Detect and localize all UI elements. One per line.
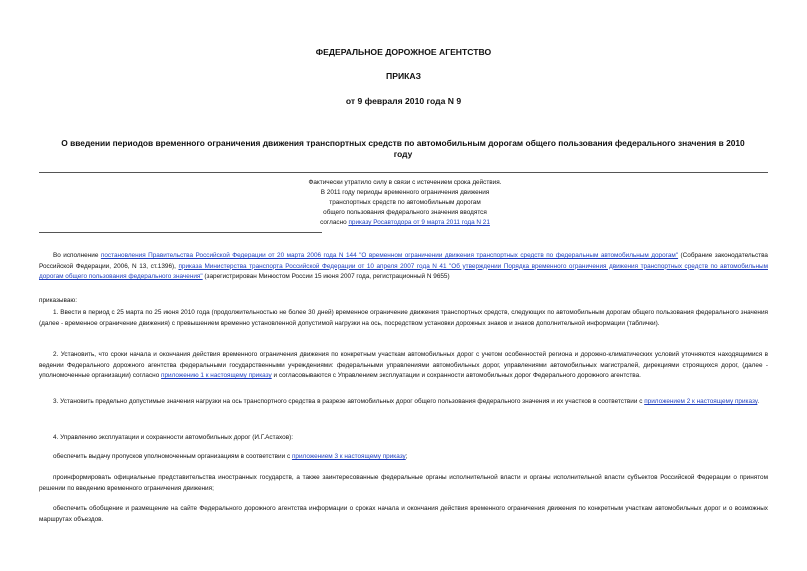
item-4-subitem	[39, 452, 768, 463]
status-note-prefix: согласно	[320, 219, 349, 226]
preamble-text: Во исполнение	[53, 252, 101, 259]
item-2-text: 2. Установить, что сроки начала и окончания действия временного ограничения движения по конкретным участкам автомобильных дорог с учетом особенностей региона и дорожно-климатических условий уточняются находящимися в ведении Федерального дорожного агентства федеральными государственными учреждениями: федеральными управлениями автомобильных дорог, управлениями автомобильных магистралей, дирекциями строящихся дорог, (далее - уполномоченные организации) согласно	[39, 351, 768, 379]
status-note-line: Фактически утратило силу в связи с истечением срока действия.	[308, 179, 502, 186]
item-3	[39, 397, 768, 408]
status-note-link[interactable]: приказу Росавтодора от 9 марта 2011 года N 21	[348, 219, 490, 226]
status-note-line: транспортных средств по автомобильным дорогам	[329, 199, 481, 206]
government-decree-link[interactable]: постановления Правительства Российской Федерации от 20 марта 2006 года N 144 "О временном ограничении движения транспортных средств по федеральным автомобильным дорогам"	[100, 252, 679, 259]
status-note	[260, 178, 550, 228]
order-word: приказываю:	[39, 297, 77, 304]
document-type: ПРИКАЗ	[386, 71, 421, 81]
item-3-text-end: .	[757, 398, 760, 405]
preamble-text: (Собрание законодательства Российской Федерации, 2006, N 13, ст.1396),	[39, 252, 768, 270]
note-divider	[39, 232, 322, 233]
item-2	[39, 350, 768, 382]
item-2-text-end: и согласовываются с Управлением эксплуатации и сохранности автомобильных дорог Федерального дорожного агентства.	[271, 372, 641, 379]
item-3-text: 3. Установить предельно допустимые значения нагрузки на ось транспортного средства в разрезе автомобильных дорог общего пользования федерального значения и их участков в соответствии с	[53, 398, 645, 405]
status-note-line: В 2011 году периоды временного ограничения движения	[320, 189, 490, 196]
agency-name: ФЕДЕРАЛЬНОЕ ДОРОЖНОЕ АГЕНТСТВО	[315, 47, 492, 57]
appendix-3-link[interactable]: приложением 3 к настоящему приказу	[291, 453, 406, 460]
ministry-order-link[interactable]: приказа Министерства транспорта Российской Федерации от 10 апреля 2007 года N 41 "Об утверждении Порядка временного ограничения движения транспортных средств по автомобильным дорогам общего пользования федерального значения"	[39, 262, 768, 280]
item-4-subitem-text: обеспечить выдачу пропусков уполномоченным организациям в соответствии с	[53, 453, 292, 460]
item-4: 4. Управлению эксплуатации и сохранности автомобильных дорог (И.Г.Астахов):	[53, 434, 293, 441]
appendix-2-link[interactable]: приложением 2 к настоящему приказу	[644, 398, 758, 405]
document-date-number: от 9 февраля 2010 года N 9	[345, 96, 462, 106]
preamble-text: (зарегистрирован Минюстом России 15 июня 2007 года, регистрационный N 9655)	[202, 273, 450, 280]
status-note-line: общего пользования федерального значения вводятся	[323, 209, 487, 216]
top-divider	[39, 172, 768, 173]
item-4-subitem: проинформировать официальные представительства иностранных государств, а также заинтересованные федеральные органы исполнительной власти и органы исполнительной власти субъектов Российской Федерации о принятом решении по введению временного ограничения движения;	[39, 474, 768, 492]
preamble-paragraph	[39, 251, 768, 283]
status-note-line	[260, 218, 550, 228]
item-1: 1. Ввести в период с 25 марта по 25 июня 2010 года (продолжительностью не более 30 дней) временное ограничение движения транспортных средств, следующих по автомобильным дорогам общего пользования федерального значения (далее - временное ограничение движения) с превышением временно установленной допустимой нагрузки на ось, посредством установки дорожных знаков и знаков дополнительной информации (таблички).	[39, 309, 768, 327]
item-4-subitem-end: ;	[405, 453, 408, 460]
item-4-subitem: обеспечить обобщение и размещение на сайте Федерального дорожного агентства информации о сроках начала и окончания действия временного ограничения движения по конкретным участкам автомобильных дорог и о возможных маршрутах объездов.	[39, 505, 768, 523]
appendix-1-link[interactable]: приложению 1 к настоящему приказу	[161, 372, 272, 379]
document-subject: О введении периодов временного ограничения движения транспортных средств по автомобильным дорогам общего пользования федерального значения в 2010 году	[61, 138, 745, 159]
